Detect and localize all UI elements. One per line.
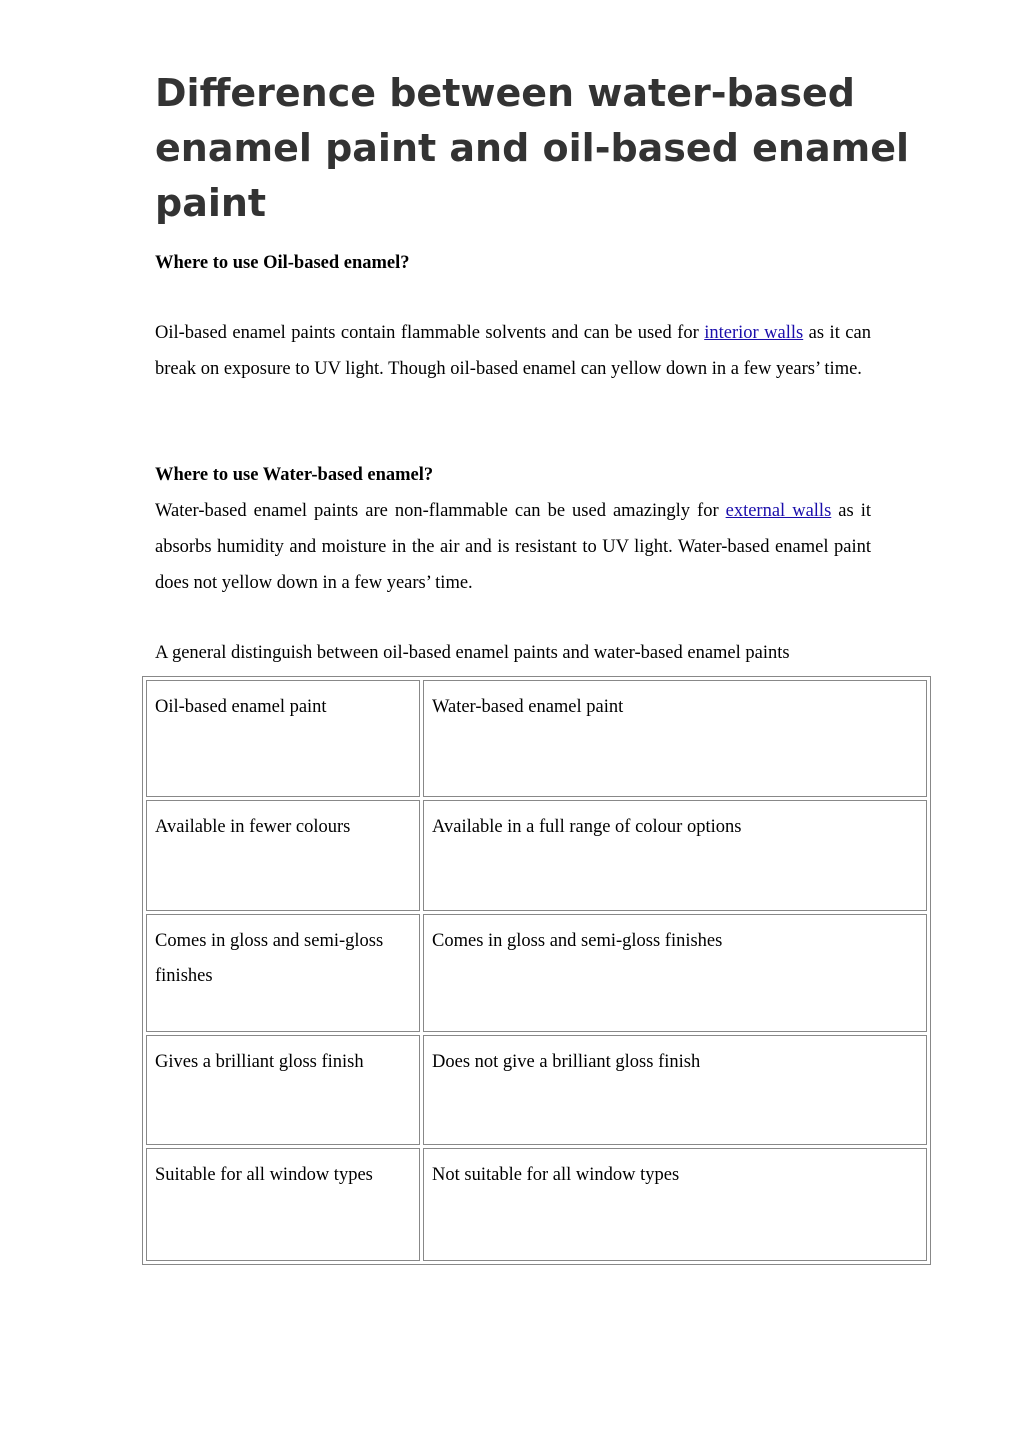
table-cell-water: Not suitable for all window types <box>423 1148 927 1261</box>
page-title: Difference between water-based enamel paint and oil-based enamel paint <box>155 71 909 225</box>
table-cell-water: Does not give a brilliant gloss finish <box>423 1035 927 1145</box>
oil-text-start: Oil-based enamel paints contain flammable solvents and can be used for <box>155 323 705 343</box>
external-walls-link[interactable]: external walls <box>725 501 832 521</box>
water-text-start: Water-based enamel paints are non-flammable can be used amazingly for <box>155 501 726 521</box>
table-cell-oil: Available in fewer colours <box>146 800 420 911</box>
table-row <box>146 1148 927 1261</box>
interior-walls-link[interactable]: interior walls <box>704 323 804 343</box>
table-cell-water: Water-based enamel paint <box>423 680 927 797</box>
table-row <box>146 680 927 797</box>
oil-text-end: as it can break on exposure to UV light. Though oil-based enamel can yellow down in a few years’ time. <box>155 323 871 379</box>
water-section-paragraph <box>155 493 871 601</box>
table-cell-oil: Oil-based enamel paint <box>146 680 420 797</box>
water-text-end: as it absorbs humidity and moisture in the air and is resistant to UV light. Water-based enamel paint does not yellow down in a few years’ time. <box>155 501 871 593</box>
table-row <box>146 1035 927 1145</box>
table-cell-oil: Comes in gloss and semi-gloss finishes <box>146 914 420 1032</box>
oil-section-heading: Where to use Oil-based enamel? <box>155 253 410 273</box>
table-intro: A general distinguish between oil-based enamel paints and water-based enamel paints <box>155 643 790 663</box>
table-row <box>146 914 927 1032</box>
water-section-heading: Where to use Water-based enamel? <box>155 465 434 485</box>
oil-section-paragraph <box>155 315 871 387</box>
table-cell-oil: Gives a brilliant gloss finish <box>146 1035 420 1145</box>
table-cell-oil: Suitable for all window types <box>146 1148 420 1261</box>
table-cell-water: Available in a full range of colour options <box>423 800 927 911</box>
comparison-table <box>142 676 931 1265</box>
table-cell-water: Comes in gloss and semi-gloss finishes <box>423 914 927 1032</box>
table-row <box>146 800 927 911</box>
